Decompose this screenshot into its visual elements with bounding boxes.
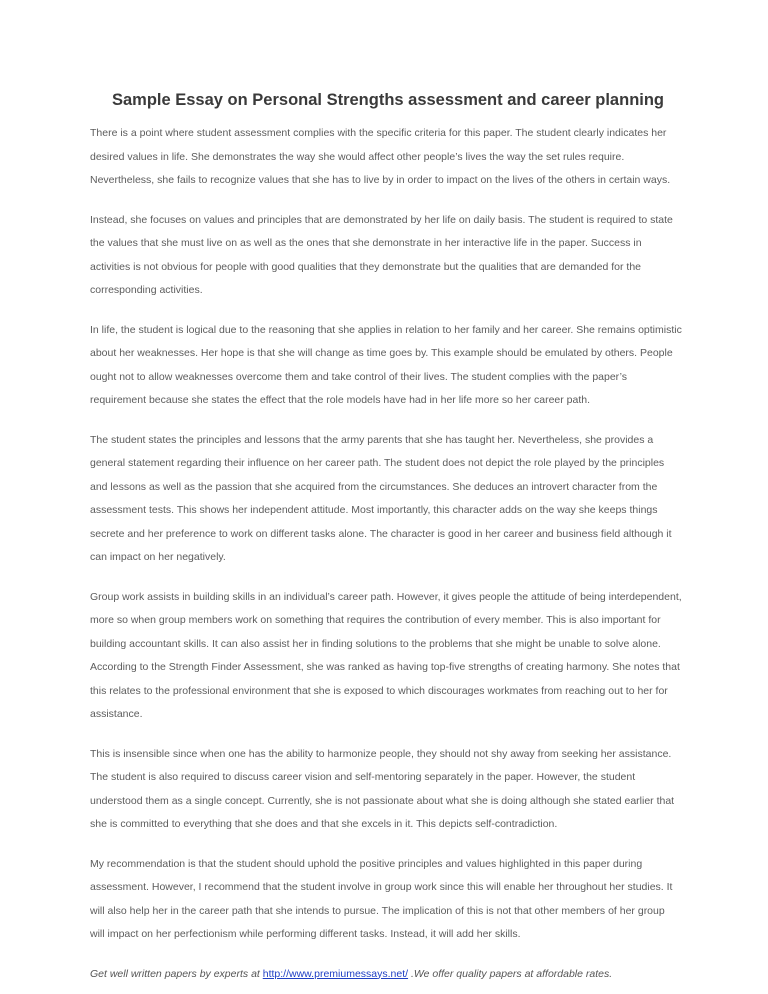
paragraph-1: There is a point where student assessment complies with the specific criteria for this paper. The student clearly indicates her desired values in life. She demonstrates the way she would affect other people’s lives the way the set rules require. Nevertheless, she fails to recognize values that she has to live by in order to impact on the lives of the others in certain ways. — [90, 127, 671, 186]
paragraph-3: In life, the student is logical due to the reasoning that she applies in relation to her family and her career. She remains optimistic about her weaknesses. Her hope is that she will change as time goes by. This example should be emulated by others. People ought not to allow weaknesses overcome them and take control of their lives. The student complies with the paper’s requirement because she states the effect that the role models have had in her life more so her career path. — [90, 323, 682, 406]
paragraph-6: This is insensible since when one has the ability to harmonize people, they should not shy away from seeking her assistance. The student is also required to discuss career vision and self-mentoring separately in the paper. However, the student understood them as a single concept. Currently, she is not passionate about what she is doing although she stated earlier that she is committed to everything that she does and that she excels in it. This depicts self-contradiction. — [90, 747, 675, 830]
footer-suffix: .We offer quality papers at affordable rates. — [408, 967, 613, 980]
paragraph-4: The student states the principles and lessons that the army parents that she has taught her. Nevertheless, she provides a general statement regarding their influence on her career path. The student does not depict the role played by the principles and lessons as well as the passion that she acquired from the circumstances. She deduces an introvert character from the assessment tests. This shows her independent attitude. Most importantly, this character adds on the way she keeps things secrete and her preference to work on different tasks alone. The character is good in her career and business field although it can impact on her negatively. — [90, 433, 672, 563]
footer-prefix: Get well written papers by experts at — [90, 967, 263, 980]
document-title: Sample Essay on Personal Strengths assessment and career planning — [111, 91, 665, 109]
paragraph-2: Instead, she focuses on values and principles that are demonstrated by her life on daily basis. The student is required to state the values that she must live on as well as the ones that she demonstrate in her interactive life in the paper. Success in activities is not obvious for people with good qualities that they demonstrate but the qualities that are demanded for the corresponding activities. — [90, 213, 673, 296]
paragraph-7: My recommendation is that the student should uphold the positive principles and values highlighted in this paper during assessment. However, I recommend that the student involve in group work since this will enable her throughout her studies. It will also help her in the career path that she intends to pursue. The implication of this is not that other members of her group will impact on her perfectionism while performing different tasks. Instead, it will add her skills. — [90, 857, 673, 940]
footer-link[interactable]: http://www.premiumessays.net/ — [262, 967, 409, 980]
footer-note — [90, 963, 682, 986]
document-page — [90, 88, 682, 986]
paragraph-5: Group work assists in building skills in an individual’s career path. However, it gives people the attitude of being interdependent, more so when group members work on something that requires the contribution of every member. This is also important for building accountant skills. It can also assist her in finding solutions to the problems that she might be unable to solve alone. According to the Strength Finder Assessment, she was ranked as having top-five strengths of creating harmony. She notes that this relates to the professional environment that she is exposed to which discourages workmates from reaching out to her for assistance. — [90, 590, 682, 720]
